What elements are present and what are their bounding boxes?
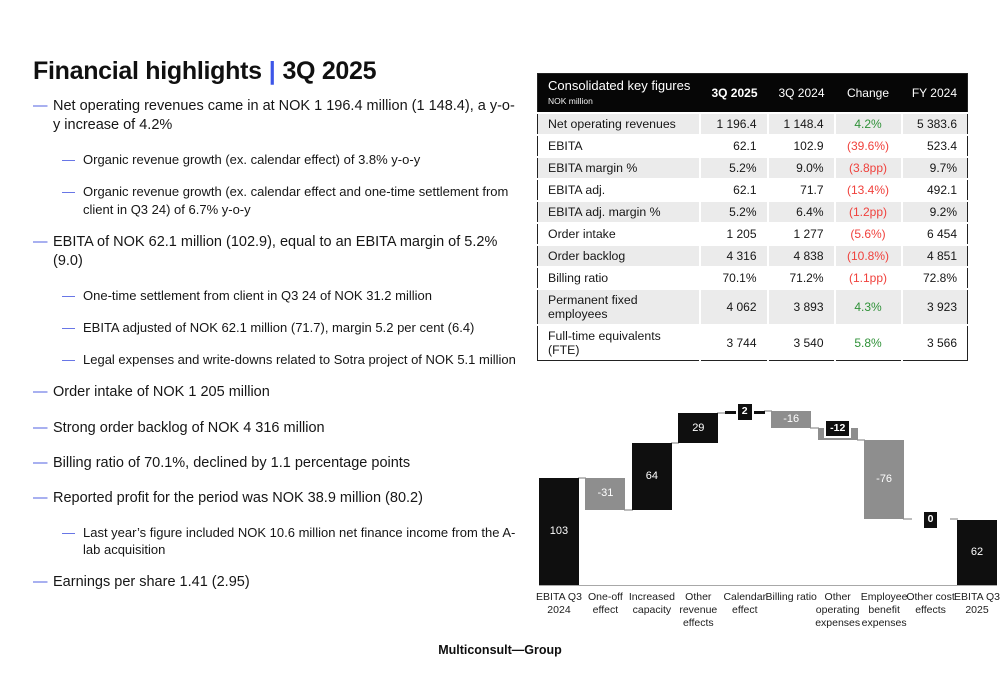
column-header: 3Q 2025	[700, 74, 768, 113]
waterfall-bar	[678, 413, 718, 443]
x-axis-label: One-off effect	[588, 591, 623, 617]
value-cell: 71.7	[768, 179, 835, 201]
value-cell: 4 851	[902, 245, 968, 267]
table-row	[538, 325, 968, 361]
table-row	[538, 267, 968, 289]
waterfall-bar	[632, 443, 672, 510]
waterfall-bar	[864, 440, 904, 519]
bullet-item	[62, 287, 517, 304]
table-header-row	[538, 74, 968, 113]
bar-value-chip: 0	[922, 510, 940, 530]
bar-value-label: 29	[692, 421, 705, 434]
bullet-item	[62, 351, 517, 368]
bullet-dash-icon: —	[62, 184, 75, 200]
x-axis-label: Other cost effects	[906, 591, 955, 617]
table-row	[538, 135, 968, 157]
value-cell: 9.0%	[768, 157, 835, 179]
value-cell: 1 148.4	[768, 113, 835, 135]
title-separator: |	[268, 56, 276, 85]
bar-value-label: 103	[549, 524, 569, 537]
bullet-text: EBITA of NOK 62.1 million (102.9), equal to an EBITA margin of 5.2% (9.0)	[53, 233, 498, 269]
table-row	[538, 201, 968, 223]
bullet-item	[62, 151, 517, 168]
bullet-item	[33, 454, 517, 473]
footer-brand: Multiconsult—Group	[438, 643, 562, 657]
bullet-item	[33, 97, 517, 135]
column-header: Change	[835, 74, 902, 113]
table-row	[538, 223, 968, 245]
value-cell: 1 205	[700, 223, 768, 245]
x-axis-label: Other operating expenses	[815, 591, 861, 630]
value-cell: 3 744	[700, 325, 768, 361]
bullet-text: Net operating revenues came in at NOK 1 196.4 million (1 148.4), a y-o-y increase of 4.2%	[53, 98, 515, 134]
bullet-dash-icon: —	[62, 524, 75, 540]
table-row	[538, 113, 968, 135]
value-cell: 1 277	[768, 223, 835, 245]
value-cell: 9.7%	[902, 157, 968, 179]
value-cell: 5.2%	[700, 157, 768, 179]
bullet-dash-icon: —	[33, 489, 48, 506]
value-cell: 5.2%	[700, 201, 768, 223]
bullet-dash-icon: —	[33, 454, 48, 471]
value-cell: 492.1	[902, 179, 968, 201]
column-header: 3Q 2024	[768, 74, 835, 113]
waterfall-chart	[536, 391, 1000, 633]
change-cell: 4.2%	[835, 113, 902, 135]
bullet-text: Organic revenue growth (ex. calendar effect) of 3.8% y-o-y	[83, 152, 421, 168]
x-axis-label: Other revenue effects	[679, 591, 718, 630]
bullet-text: Organic revenue growth (ex. calendar effect and one-time settlement from client in Q3 24) of 6.7% y-o-y	[83, 184, 509, 217]
row-label: EBITA adj. margin %	[538, 201, 700, 223]
x-axis-label: EBITA Q3 2025	[954, 591, 1000, 617]
bullet-text: EBITA adjusted of NOK 62.1 million (71.7), margin 5.2 per cent (6.4)	[83, 320, 475, 336]
value-cell: 62.1	[700, 179, 768, 201]
value-cell: 4 316	[700, 245, 768, 267]
waterfall-bar	[771, 411, 811, 428]
table-row	[538, 245, 968, 267]
table-row	[538, 179, 968, 201]
x-axis-label: Billing ratio	[765, 591, 817, 603]
bullet-dash-icon: —	[33, 574, 48, 591]
value-cell: 4 838	[768, 245, 835, 267]
bullet-item	[33, 489, 517, 508]
value-cell: 72.8%	[902, 267, 968, 289]
bullet-text: One-time settlement from client in Q3 24 of NOK 31.2 million	[83, 287, 432, 303]
change-cell: (10.8%)	[835, 245, 902, 267]
change-cell: (5.6%)	[835, 223, 902, 245]
bullet-text: Earnings per share 1.41 (2.95)	[53, 574, 250, 591]
bullet-item	[33, 233, 517, 271]
table-row	[538, 157, 968, 179]
waterfall-bar	[957, 520, 997, 585]
value-cell: 1 196.4	[700, 113, 768, 135]
bullet-dash-icon: —	[62, 320, 75, 336]
value-cell: 3 893	[768, 289, 835, 325]
bar-value-chip: -12	[824, 419, 851, 439]
change-cell: (3.8pp)	[835, 157, 902, 179]
bullet-dash-icon: —	[33, 419, 48, 436]
change-cell: 5.8%	[835, 325, 902, 361]
row-label: Full-time equivalents (FTE)	[538, 325, 700, 361]
value-cell: 3 540	[768, 325, 835, 361]
bullet-text: Reported profit for the period was NOK 38.9 million (80.2)	[53, 489, 423, 506]
bullet-dash-icon: —	[62, 352, 75, 368]
change-cell: 4.3%	[835, 289, 902, 325]
bar-value-chip: 2	[736, 402, 754, 422]
bar-value-label: -76	[876, 473, 893, 486]
bullet-dash-icon: —	[62, 287, 75, 303]
row-label: EBITA margin %	[538, 157, 700, 179]
row-label: Order intake	[538, 223, 700, 245]
bullet-dash-icon: —	[33, 98, 48, 114]
row-label: Billing ratio	[538, 267, 700, 289]
bullet-list	[33, 97, 517, 592]
change-cell: (1.1pp)	[835, 267, 902, 289]
change-cell: (1.2pp)	[835, 201, 902, 223]
page-title	[33, 57, 376, 86]
change-cell: (39.6%)	[835, 135, 902, 157]
value-cell: 71.2%	[768, 267, 835, 289]
table-row	[538, 289, 968, 325]
row-label: EBITA adj.	[538, 179, 700, 201]
x-axis-label: Calendar effect	[723, 591, 767, 617]
waterfall-bar	[539, 478, 579, 585]
bullet-item	[62, 524, 517, 558]
table-body	[538, 113, 968, 361]
bar-value-label: 64	[645, 470, 658, 483]
page-title-text: Financial highlights	[33, 56, 262, 85]
value-cell: 4 062	[700, 289, 768, 325]
bullet-item	[33, 573, 517, 592]
value-cell: 5 383.6	[902, 113, 968, 135]
bullet-text: Billing ratio of 70.1%, declined by 1.1 percentage points	[53, 454, 411, 471]
value-cell: 9.2%	[902, 201, 968, 223]
row-label: Net operating revenues	[538, 113, 700, 135]
value-cell: 3 566	[902, 325, 968, 361]
table-title: Consolidated key figures	[548, 78, 691, 93]
key-figures-table	[537, 73, 968, 361]
bullet-text: Legal expenses and write-downs related to Sotra project of NOK 5.1 million	[83, 352, 516, 368]
row-label: EBITA	[538, 135, 700, 157]
value-cell: 70.1%	[700, 267, 768, 289]
bar-value-label: 62	[970, 546, 984, 559]
bullet-text: Order intake of NOK 1 205 million	[53, 384, 270, 401]
connector-line	[903, 518, 912, 520]
bullet-dash-icon: —	[33, 384, 48, 401]
highlights-section	[33, 97, 517, 608]
page-title-period: 3Q 2025	[282, 56, 377, 85]
bullet-text: Last year’s figure included NOK 10.6 million net finance income from the A-lab acquisition	[83, 524, 516, 558]
value-cell: 523.4	[902, 135, 968, 157]
bar-value-label: -16	[783, 412, 800, 425]
value-cell: 62.1	[700, 135, 768, 157]
waterfall-bar	[585, 478, 625, 510]
change-cell: (13.4%)	[835, 179, 902, 201]
bullet-dash-icon: —	[33, 233, 48, 250]
value-cell: 3 923	[902, 289, 968, 325]
x-axis-label: EBITA Q3 2024	[536, 591, 582, 617]
x-axis-label: Increased capacity	[628, 591, 675, 617]
value-cell: 102.9	[768, 135, 835, 157]
table-header-title-cell	[538, 74, 700, 113]
value-cell: 6.4%	[768, 201, 835, 223]
bullet-dash-icon: —	[62, 152, 75, 168]
table-subtitle: NOK million	[548, 95, 593, 106]
row-label: Order backlog	[538, 245, 700, 267]
row-label: Permanent fixed employees	[538, 289, 700, 325]
bullet-item	[33, 383, 517, 402]
waterfall-plot-area	[539, 391, 997, 586]
bullet-text: Strong order backlog of NOK 4 316 million	[53, 419, 325, 436]
bullet-item	[62, 319, 517, 336]
bullet-item	[62, 183, 517, 217]
x-axis-label: Employee benefit expenses	[860, 591, 908, 630]
value-cell: 6 454	[902, 223, 968, 245]
column-header: FY 2024	[902, 74, 968, 113]
bullet-item	[33, 419, 517, 438]
bar-value-label: -31	[597, 487, 614, 500]
